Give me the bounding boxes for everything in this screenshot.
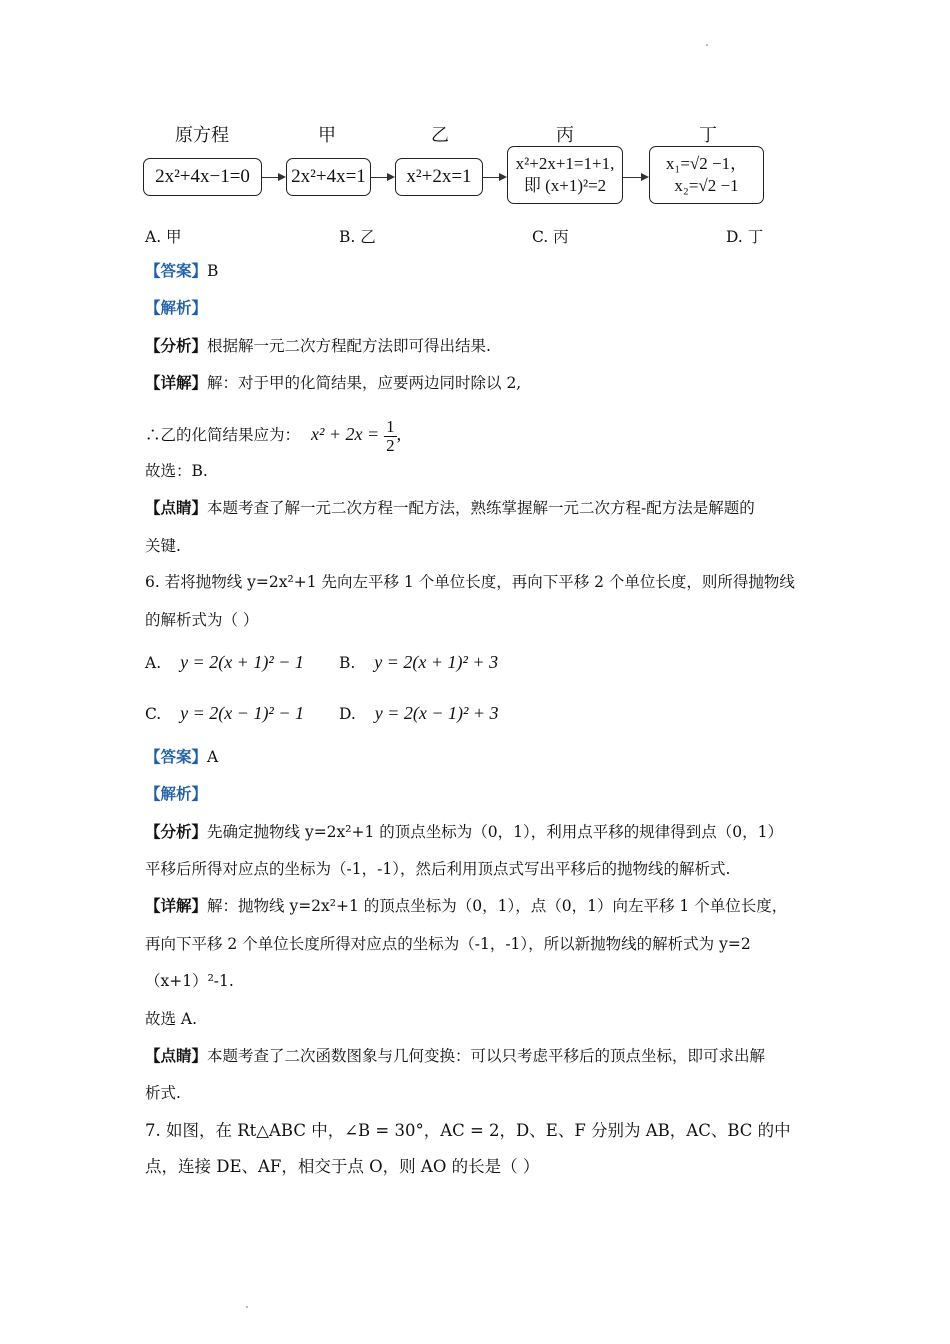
q6-stem-line-2: 的解析式为（ ）	[145, 611, 259, 629]
fraction-denominator: 2	[386, 435, 395, 455]
flow-box-original-text: 2x²+4x−1=0	[155, 166, 250, 187]
q5-equation-tail: ,	[396, 424, 402, 444]
q6-xiangjie-text-1: 解：抛物线 y=2x²+1 的顶点坐标为（0，1），点（0，1）向左平移 1 个单位长度，	[207, 897, 788, 915]
q6-answer: A	[207, 748, 219, 766]
q5-xiangjie-line	[145, 373, 521, 393]
q6-choose-line: 故选 A.	[145, 1010, 198, 1028]
flow-box-jia-text: 2x²+4x=1	[291, 166, 366, 187]
q5-option-b: B. 乙	[339, 228, 376, 246]
q5-answer-line	[145, 261, 218, 281]
flow-box-bing	[507, 146, 623, 204]
q6-option-a-label: A.	[145, 654, 162, 672]
q6-dianjing-line-1	[145, 1046, 765, 1066]
q5-dianjing-line-2: 关键.	[145, 537, 181, 555]
flow-box-jia	[286, 158, 371, 196]
q6-fenxi-line-1	[145, 822, 783, 842]
arrow-2	[371, 177, 393, 178]
q5-dianjing-text-1: 本题考查了解一元二次方程一配方法，熟练掌握解一元二次方程-配方法是解题的	[207, 499, 755, 517]
q5-fenxi-text: 根据解一元二次方程配方法即可得出结果.	[207, 337, 491, 355]
q5-choose-line: 故选：B.	[145, 462, 208, 480]
fenxi-tag: 【分析】	[145, 822, 208, 841]
q6-option-b	[339, 652, 498, 673]
answer-tag: 【答案】	[145, 747, 208, 766]
flow-box-yi	[395, 158, 483, 196]
q5-equation-left: x² + 2x =	[310, 424, 380, 444]
flow-label-bing: 丙	[556, 125, 574, 146]
arrow-3	[483, 177, 505, 178]
q6-option-a-formula: y = 2(x + 1)² − 1	[180, 652, 304, 672]
q5-option-d: D. 丁	[726, 228, 764, 246]
q6-fenxi-text-1: 先确定抛物线 y=2x²+1 的顶点坐标为（0，1），利用点平移的规律得到点（0，1）	[207, 823, 783, 841]
q6-option-b-formula: y = 2(x + 1)² + 3	[374, 652, 499, 672]
flow-label-original: 原方程	[175, 125, 229, 146]
dianjing-tag: 【点睛】	[145, 498, 208, 517]
analysis-tag: 【解析】	[145, 298, 208, 317]
q6-option-b-label: B.	[339, 654, 356, 672]
q5-xiangjie-text: 解：对于甲的化简结果，应要两边同时除以 2,	[207, 374, 522, 392]
q6-xiangjie-line-2: 再向下平移 2 个单位长度所得对应点的坐标为（-1，-1），所以新抛物线的解析式为 y=2	[145, 935, 751, 953]
q6-xiangjie-line-3: （x+1）²-1.	[145, 972, 234, 990]
corner-mark-bottom	[246, 1306, 248, 1308]
xiangjie-tag: 【详解】	[145, 373, 208, 392]
q6-option-a	[145, 652, 304, 673]
flow-box-yi-text: x²+2x=1	[406, 166, 472, 187]
flow-box-ding-line2: x₂=√2 −1	[674, 176, 739, 195]
q6-option-d-label: D.	[339, 705, 356, 723]
q6-option-d-formula: y = 2(x − 1)² + 3	[374, 703, 499, 723]
q5-answer: B	[207, 262, 219, 280]
q5-option-c: C. 丙	[532, 228, 569, 246]
flow-box-ding-line1: x₁=√2 −1，	[665, 154, 748, 173]
flow-label-ding: 丁	[699, 125, 717, 146]
q6-analysis-line	[145, 784, 207, 804]
arrow-1	[262, 177, 284, 178]
fraction-numerator: 1	[386, 416, 395, 436]
q6-xiangjie-line-1	[145, 896, 787, 916]
flow-label-jia: 甲	[318, 125, 336, 146]
corner-mark-top	[706, 44, 708, 46]
q5-fenxi-line	[145, 336, 491, 356]
q5-fraction	[384, 418, 397, 455]
q5-therefore-text: ∴乙的化简结果应为：	[145, 426, 301, 444]
dianjing-tag: 【点睛】	[145, 1046, 208, 1065]
q6-option-c-formula: y = 2(x − 1)² − 1	[180, 703, 304, 723]
q6-answer-line	[145, 747, 218, 767]
flow-box-bing-line1: x²+2x+1=1+1,	[515, 154, 615, 173]
q5-analysis-line	[145, 298, 207, 318]
q7-stem-line-1: 7. 如图，在 Rt△ABC 中，∠B = 30°，AC = 2，D、E、F 分别为 AB，AC、BC 的中	[145, 1121, 791, 1140]
q6-option-d	[339, 703, 499, 724]
q6-dianjing-line-2: 析式.	[145, 1084, 181, 1102]
flow-box-ding	[649, 146, 764, 204]
fenxi-tag: 【分析】	[145, 336, 208, 355]
q6-option-c-label: C.	[145, 705, 162, 723]
q5-therefore-line	[145, 412, 401, 457]
flow-label-yi: 乙	[431, 125, 449, 146]
arrow-4	[623, 177, 647, 178]
q6-stem-line-1: 6. 若将抛物线 y=2x²+1 先向左平移 1 个单位长度，再向下平移 2 个单位长度，则所得抛物线	[145, 573, 795, 591]
answer-tag: 【答案】	[145, 261, 208, 280]
q7-stem-line-2: 点，连接 DE、AF，相交于点 O，则 AO 的长是（ ）	[145, 1157, 540, 1176]
flow-box-original	[143, 158, 262, 196]
q5-dianjing-line-1	[145, 498, 755, 518]
q5-option-a: A. 甲	[145, 228, 182, 246]
flow-box-bing-line2: 即 (x+1)²=2	[523, 176, 607, 195]
q6-option-c	[145, 703, 304, 724]
q6-dianjing-text-1: 本题考查了二次函数图象与几何变换：可以只考虑平移后的顶点坐标，即可求出解	[207, 1047, 766, 1065]
q6-fenxi-line-2: 平移后所得对应点的坐标为（-1，-1），然后利用顶点式写出平移后的抛物线的解析式.	[145, 860, 731, 878]
xiangjie-tag: 【详解】	[145, 896, 208, 915]
analysis-tag: 【解析】	[145, 784, 208, 803]
